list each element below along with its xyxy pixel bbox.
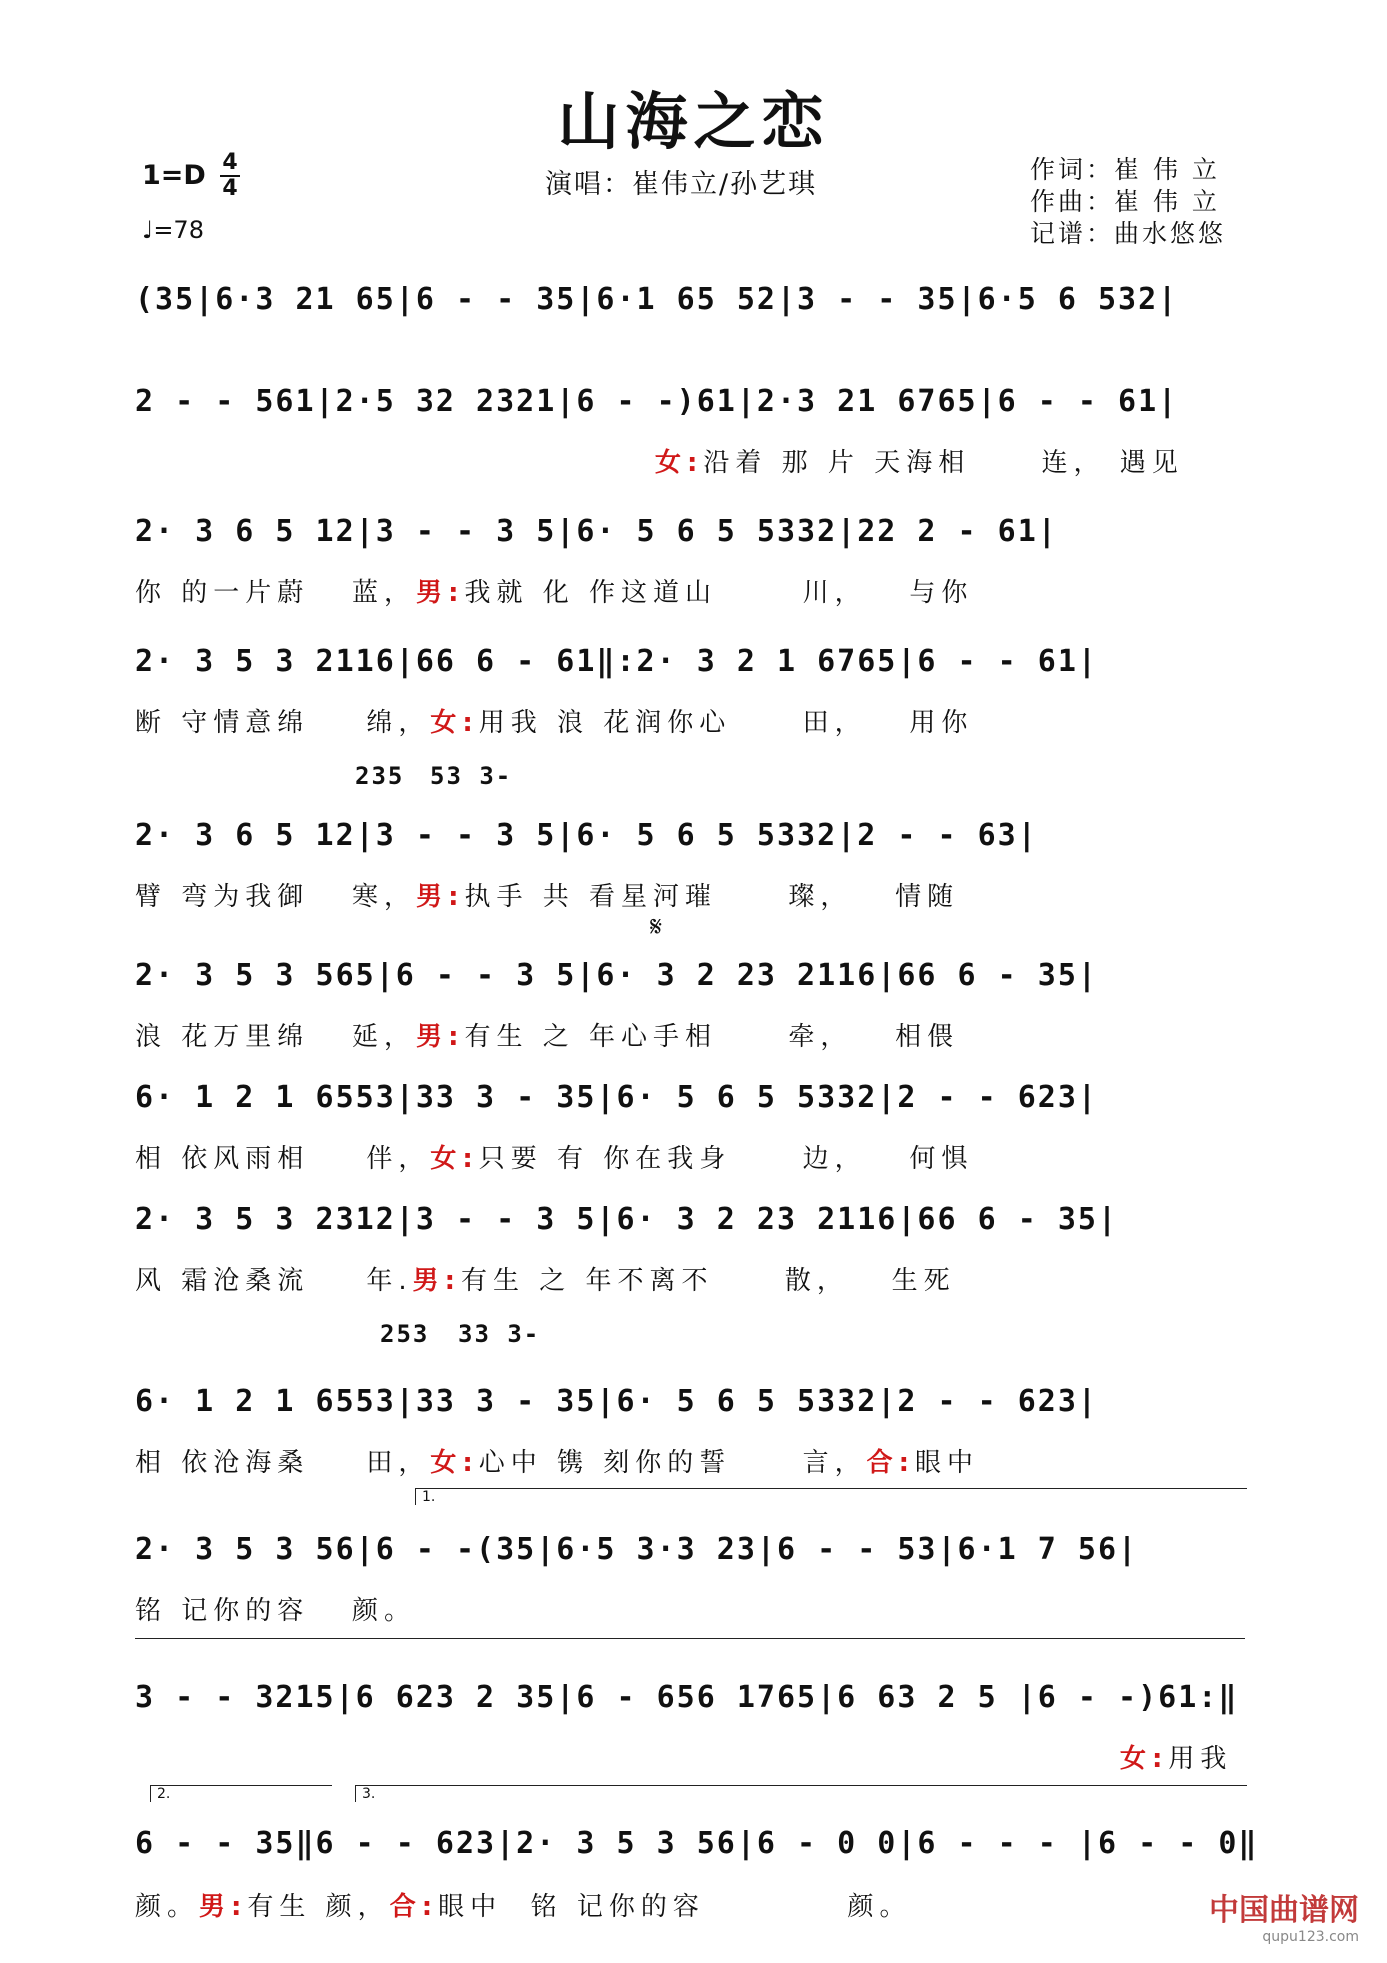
singer-male: 男:	[199, 1892, 248, 1922]
singer-male: 男:	[416, 1022, 465, 1052]
time-sig-bottom: 4	[222, 176, 238, 201]
singer-credit: 演唱：崔伟立/孙艺琪	[545, 169, 818, 200]
ornament-notes: 253	[380, 1320, 430, 1348]
volta-bracket-2: 2.	[150, 1785, 332, 1802]
singer-female: 女:	[1120, 1744, 1169, 1774]
notation-system-2: 2 - - 561|2·5 32 2321|6 - -)61|2·3 21 6765|6 - - 61|	[135, 384, 1179, 419]
notation-system-6: 2· 3 5 3 565|6 - - 3 5|6· 3 2 23 2116|66 6 - 35|	[135, 958, 1098, 993]
singer-female: 女:	[430, 1448, 479, 1478]
notation-system-1: (35|6·3 21 65|6 - - 35|6·1 65 52|3 - - 35|6·5 6 532|	[135, 282, 1179, 317]
lyric-line-6	[135, 1016, 1245, 1053]
lyric-text: 颜。	[135, 1892, 200, 1922]
lyric-line-12	[135, 1886, 1245, 1923]
composer-credit: 作曲：崔 伟 立	[1030, 187, 1220, 216]
singer-male: 男:	[416, 578, 465, 608]
lyric-line-8	[135, 1260, 1245, 1297]
lyric-text: 臂 弯为我御 寒，	[135, 882, 417, 912]
lyric-line-7	[135, 1138, 1245, 1175]
volta-bracket-1: 1.	[415, 1488, 1247, 1505]
time-signature	[220, 152, 240, 200]
lyric-text: 相 依风雨相 伴，	[135, 1144, 431, 1174]
key-signature: 1=D	[142, 160, 206, 191]
notation-system-8: 2· 3 5 3 2312|3 - - 3 5|6· 3 2 23 2116|66 6 - 35|	[135, 1202, 1119, 1237]
ornament-notes: 235	[355, 762, 405, 790]
notation-system-11: 3 - - 3215|6 623 2 35|6 - 656 1765|6 63 2 5 |6 - -)61:‖	[135, 1680, 1239, 1715]
lyric-line-5	[135, 876, 1245, 913]
lyric-line-4	[135, 702, 1245, 739]
site-watermark	[1209, 1885, 1359, 1945]
lyric-text: 执手 共 看星河璀 璨， 情随	[464, 882, 960, 912]
singer-female: 女:	[655, 448, 704, 478]
notation-system-3: 2· 3 6 5 12|3 - - 3 5|6· 5 6 5 5332|22 2 - 61|	[135, 514, 1058, 549]
lyric-text: 断 守情意绵 绵，	[135, 708, 431, 738]
lyric-text: 相 依沧海桑 田，	[135, 1448, 431, 1478]
lyric-line-9	[135, 1442, 1245, 1479]
singer-male: 男:	[416, 882, 465, 912]
lyric-text: 有生 之 年心手相 牵， 相偎	[464, 1022, 960, 1052]
lyric-text: 心中 镌 刻你的誓 言，	[478, 1448, 867, 1478]
notation-system-10: 2· 3 5 3 56|6 - -(35|6·5 3·3 23|6 - - 53|6·1 7 56|	[135, 1532, 1139, 1567]
notation-system-5: 2· 3 6 5 12|3 - - 3 5|6· 5 6 5 5332|2 - - 63|	[135, 818, 1038, 853]
segno-sign: 𝄋	[650, 910, 663, 943]
volta-bracket-3: 3.	[355, 1785, 1247, 1802]
lyric-text: 用我 浪 花润你心 田， 用你	[478, 708, 974, 738]
notation-system-7: 6· 1 2 1 6553|33 3 - 35|6· 5 6 5 5332|2 - - 623|	[135, 1080, 1098, 1115]
song-title: 山海之恋	[557, 85, 830, 158]
time-sig-top: 4	[222, 150, 238, 175]
singer-chorus: 合:	[389, 1892, 439, 1922]
ornament-notes: 53 3-	[430, 762, 513, 790]
lyric-text: 有生 之 年不离不 散， 生死	[461, 1266, 956, 1296]
lyric-text: 有生 颜，	[247, 1892, 390, 1922]
transcriber-credit: 记谱：曲水悠悠	[1030, 219, 1227, 248]
lyricist-credit: 作词：崔 伟 立	[1030, 155, 1220, 184]
lyric-text: 用我	[1168, 1744, 1233, 1774]
tempo-marking: ♩=78	[142, 216, 204, 244]
singer-male: 男:	[412, 1266, 461, 1296]
lyric-line-2	[135, 442, 1245, 479]
singer-female: 女:	[430, 708, 479, 738]
lyric-text: 只要 有 你在我身 边， 何惧	[478, 1144, 974, 1174]
divider	[135, 1638, 1245, 1639]
lyric-line-11	[135, 1738, 1245, 1775]
watermark-brand: 中国曲谱网	[1209, 1893, 1359, 1928]
lyric-text: 沿着 那 片 天海相 连， 遇见	[703, 448, 1184, 478]
notation-system-9: 6· 1 2 1 6553|33 3 - 35|6· 5 6 5 5332|2 - - 623|	[135, 1384, 1098, 1419]
ornament-notes: 33 3-	[458, 1320, 541, 1348]
lyric-text: 风 霜沧桑流 年.	[135, 1266, 413, 1296]
singer-chorus: 合:	[866, 1448, 915, 1478]
lyric-text: 眼中	[915, 1448, 980, 1478]
notation-system-12: 6 - - 35‖6 - - 623|2· 3 5 3 56|6 - 0 0|6 - - - |6 - - 0‖	[135, 1826, 1259, 1861]
singer-female: 女:	[430, 1144, 479, 1174]
lyric-text: 我就 化 作这道山 川， 与你	[464, 578, 974, 608]
lyric-text: 眼中 铭 记你的容 颜。	[438, 1892, 912, 1922]
lyric-line-3	[135, 572, 1245, 609]
lyric-text: 浪 花万里绵 延，	[135, 1022, 417, 1052]
lyric-line-10: 铭 记你的容 颜。	[135, 1596, 417, 1626]
watermark-url: qupu123.com	[1262, 1929, 1359, 1945]
notation-system-4: 2· 3 5 3 2116|66 6 - 61‖:2· 3 2 1 6765|6 - - 61|	[135, 644, 1098, 679]
lyric-text: 你 的一片蔚 蓝，	[135, 578, 417, 608]
